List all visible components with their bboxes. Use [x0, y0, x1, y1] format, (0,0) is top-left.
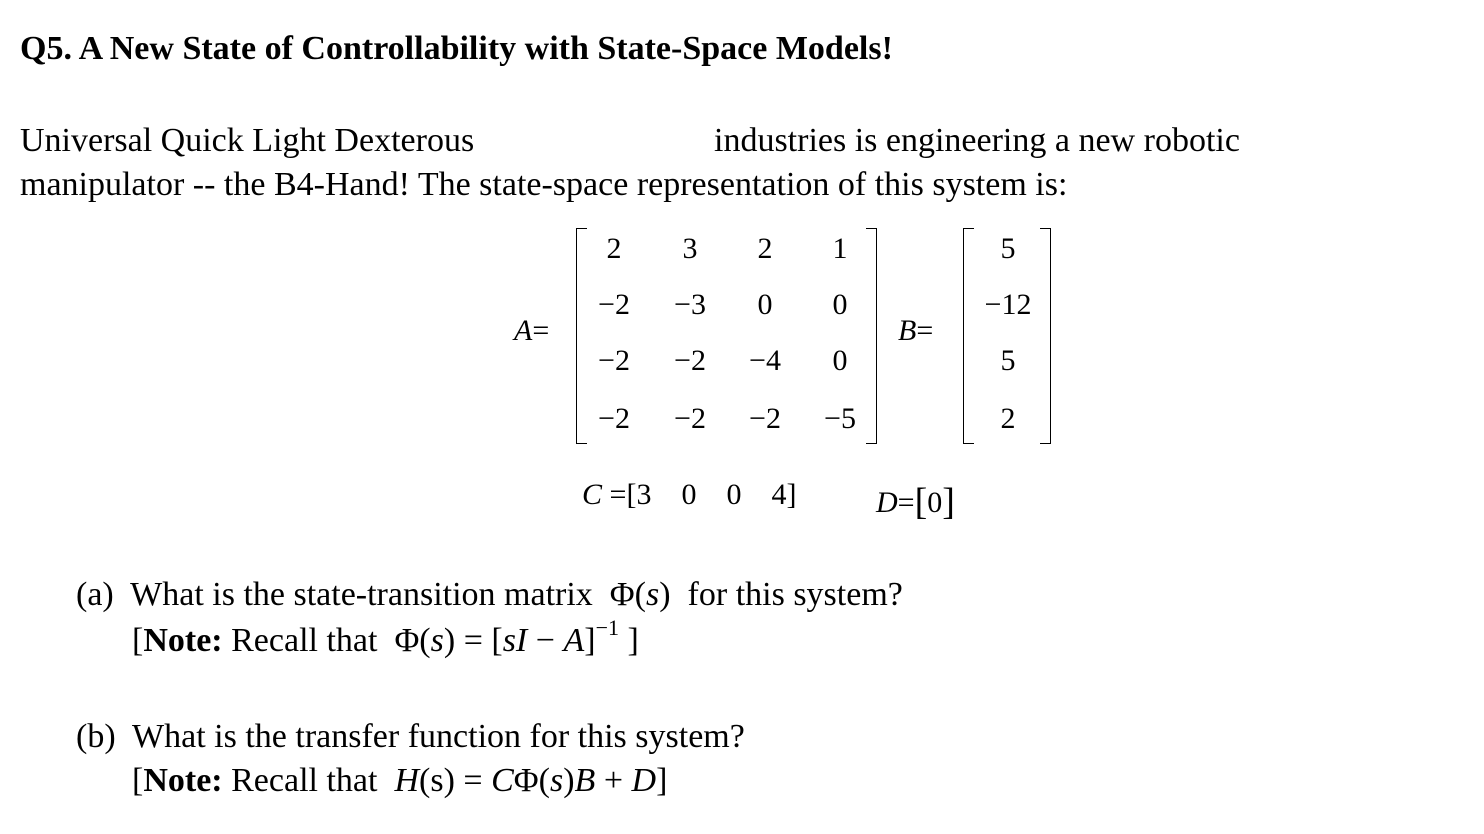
question-b-note: [Note: Recall that H(s) = CΦ(s)B + D]	[132, 762, 668, 799]
matrix-a-cell: 0	[832, 344, 848, 377]
matrix-a-cell: 0	[757, 288, 773, 321]
intro-line-1b: industries is engineering a new robotic	[714, 122, 1240, 159]
question-title: Q5. A New State of Controllability with State-Space Models!	[20, 30, 893, 67]
intro-line-2: manipulator -- the B4-Hand! The state-space representation of this system is:	[20, 166, 1068, 203]
matrix-c-label: C	[582, 478, 603, 511]
matrix-d: D=[0]	[876, 481, 955, 523]
matrix-a-cell: 2	[606, 232, 622, 265]
matrix-b-cell: 2	[1000, 402, 1016, 435]
matrix-a-label: A=	[514, 314, 550, 347]
matrix-a-cell: 2	[757, 232, 773, 265]
matrix-c-cell: 0	[681, 478, 697, 511]
matrix-a-cell: −2	[598, 402, 630, 435]
question-a-marker: (a)	[76, 576, 114, 613]
matrix-b-label: B=	[898, 314, 934, 347]
matrix-a-cell: 0	[832, 288, 848, 321]
matrix-a-cell: −5	[824, 402, 856, 435]
matrix-a-cell: −2	[598, 288, 630, 321]
matrix-a-cell: −3	[674, 288, 706, 321]
matrix-d-label: D	[876, 486, 898, 519]
matrix-a-cell: −4	[749, 344, 781, 377]
matrix-c-cell: 0	[726, 478, 742, 511]
matrix-a-cell: −2	[598, 344, 630, 377]
question-b-marker: (b)	[76, 718, 116, 755]
matrix-a-cell: −2	[674, 344, 706, 377]
matrix-b-left-bracket	[963, 228, 974, 444]
matrix-d-cell: 0	[927, 486, 943, 519]
matrix-c-cell: 4	[771, 478, 787, 511]
matrix-a-cell: −2	[674, 402, 706, 435]
intro-line-1a: Universal Quick Light Dexterous	[20, 122, 475, 159]
matrix-a-cell: 3	[682, 232, 698, 265]
matrix-b-cell: 5	[1000, 344, 1016, 377]
matrix-b-right-bracket	[1040, 228, 1051, 444]
matrix-a-cell: 1	[832, 232, 848, 265]
matrix-b-cell: 5	[1000, 232, 1016, 265]
matrix-c-cell: 3	[636, 478, 652, 511]
question-b-text: (b) What is the transfer function for this system?	[76, 718, 745, 755]
matrix-b-cell: −12	[984, 288, 1032, 321]
matrix-a-cell: −2	[749, 402, 781, 435]
matrix-c: C =[3 0 0 4]	[582, 478, 797, 511]
question-a-note: [Note: Recall that Φ(s) = [sI − A]$^{-1}$ ]	[132, 615, 639, 659]
question-a-text: (a) What is the state-transition matrix Φ(s) for this system?	[76, 576, 903, 613]
